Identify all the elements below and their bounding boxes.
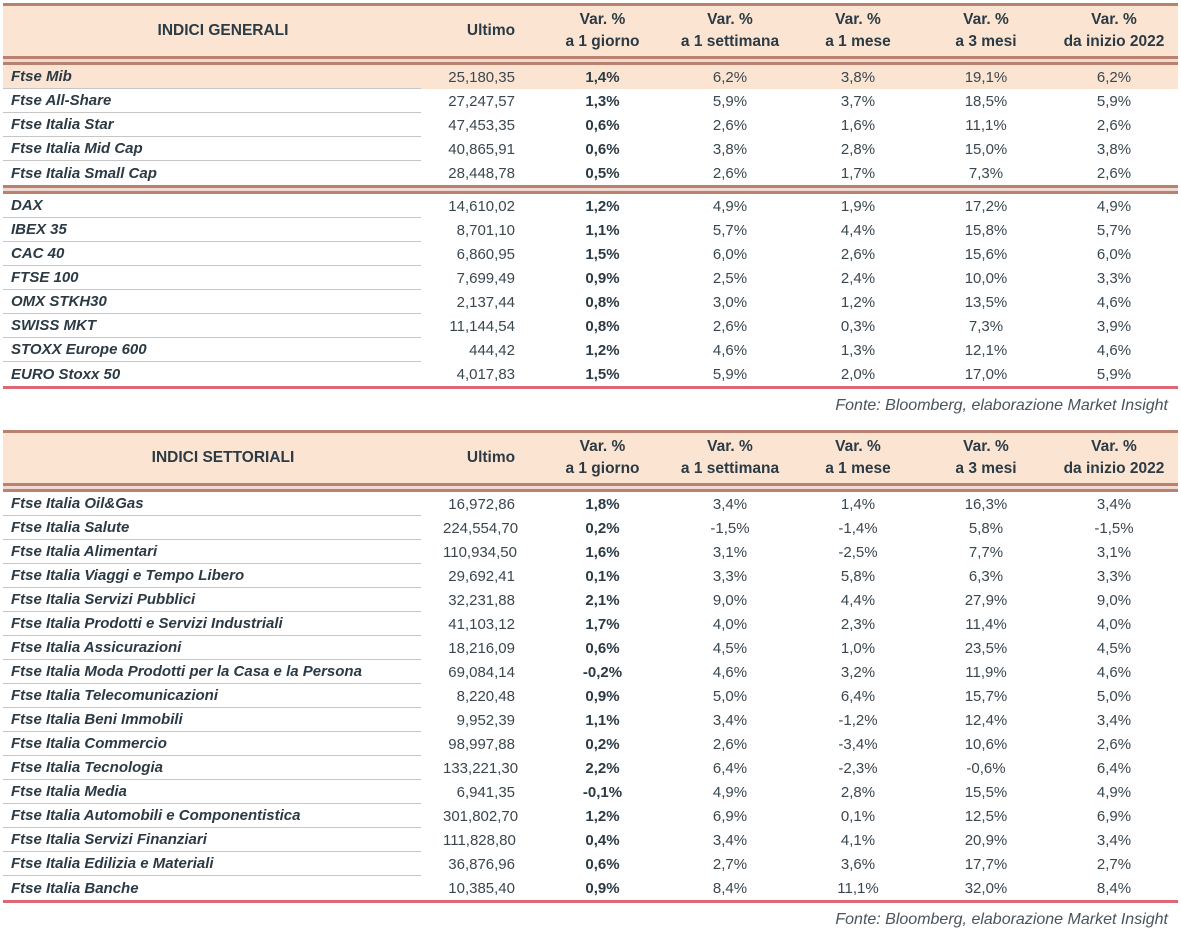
var-1-giorno-cell: 2,1%: [585, 591, 620, 609]
column-header-line2: da inizio 2022: [1063, 33, 1165, 50]
var-inizio-2022-cell: 4,0%: [1096, 615, 1132, 633]
var-1-giorno-cell: 0,6%: [585, 116, 620, 134]
var-1-mese-cell: 2,3%: [840, 615, 876, 633]
var-1-settimana-cell: 2,6%: [712, 116, 748, 134]
table-row: [3, 492, 1178, 516]
var-1-giorno-cell: 1,2%: [585, 807, 620, 825]
ultimo-cell: 301,802,70: [443, 807, 519, 825]
column-header-var-inizio-2022: [1050, 433, 1178, 483]
var-1-settimana-cell: 5,0%: [712, 687, 748, 705]
var-1-settimana-cell: 2,7%: [712, 855, 748, 873]
column-header-line1: Var. %: [707, 11, 753, 28]
var-1-giorno-cell: 0,6%: [585, 855, 620, 873]
index-name-cell: Ftse Italia Servizi Finanziari: [3, 828, 421, 852]
ultimo-cell: 18,216,09: [448, 639, 515, 657]
table-row: [3, 660, 1178, 684]
table-row: [3, 362, 1178, 386]
var-inizio-2022-cell: 5,9%: [1096, 365, 1132, 383]
table-row: [3, 588, 1178, 612]
var-1-giorno-cell: 2,2%: [585, 759, 620, 777]
column-header-line1: Var. %: [1091, 11, 1137, 28]
table-row: [3, 636, 1178, 660]
ultimo-cell: 6,860,95: [456, 245, 515, 263]
ultimo-cell: 40,865,91: [448, 140, 515, 158]
column-header-line2: a 1 mese: [825, 460, 891, 477]
var-3-mesi-cell: 15,8%: [964, 221, 1008, 239]
var-1-giorno-cell: 0,9%: [585, 269, 620, 287]
var-inizio-2022-cell: 6,0%: [1096, 245, 1132, 263]
table-row: [3, 290, 1178, 314]
var-1-settimana-cell: 3,4%: [712, 495, 748, 513]
table-row: [3, 684, 1178, 708]
index-name-cell: Ftse All-Share: [3, 89, 421, 113]
index-name-cell: Ftse Italia Mid Cap: [3, 137, 421, 161]
index-name-cell: Ftse Italia Media: [3, 780, 421, 804]
var-3-mesi-cell: 15,6%: [964, 245, 1008, 263]
index-name-cell: Ftse Italia Automobili e Componentistica: [3, 804, 421, 828]
var-inizio-2022-cell: 4,5%: [1096, 639, 1132, 657]
var-3-mesi-cell: 19,1%: [964, 68, 1008, 86]
ultimo-cell: 2,137,44: [456, 293, 515, 311]
table-row: [3, 161, 1178, 185]
var-1-mese-cell: 3,7%: [840, 92, 876, 110]
var-3-mesi-cell: 5,8%: [968, 519, 1004, 537]
index-name-cell: STOXX Europe 600: [3, 338, 421, 362]
table-row: [3, 194, 1178, 218]
var-3-mesi-cell: 15,5%: [964, 783, 1008, 801]
ultimo-cell: 6,941,35: [456, 783, 515, 801]
var-inizio-2022-cell: 4,6%: [1096, 341, 1132, 359]
index-name-cell: Ftse Italia Salute: [3, 516, 421, 540]
table-row: [3, 852, 1178, 876]
var-1-giorno-cell: 0,6%: [585, 140, 620, 158]
var-3-mesi-cell: 17,2%: [964, 197, 1008, 215]
var-1-mese-cell: 1,9%: [840, 197, 876, 215]
var-1-mese-cell: 11,1%: [837, 879, 879, 897]
ultimo-cell: 14,610,02: [448, 197, 515, 215]
table-row: [3, 89, 1178, 113]
index-name-cell: Ftse Italia Commercio: [3, 732, 421, 756]
var-1-mese-cell: -2,3%: [838, 759, 878, 777]
var-3-mesi-cell: 17,7%: [964, 855, 1008, 873]
var-1-giorno-cell: 0,2%: [585, 519, 620, 537]
ultimo-cell: 224,554,70: [443, 519, 519, 537]
var-inizio-2022-cell: 3,4%: [1096, 831, 1132, 849]
table-row: [3, 113, 1178, 137]
var-inizio-2022-cell: 3,3%: [1096, 269, 1132, 287]
var-1-mese-cell: 2,4%: [840, 269, 876, 287]
var-3-mesi-cell: 23,5%: [964, 639, 1008, 657]
column-header-line2: a 1 mese: [825, 33, 891, 50]
var-inizio-2022-cell: 5,0%: [1096, 687, 1132, 705]
table-row: [3, 876, 1178, 900]
column-header-line1: Var. %: [963, 438, 1009, 455]
var-1-giorno-cell: 0,5%: [585, 164, 620, 182]
index-name-cell: OMX STKH30: [3, 290, 421, 314]
ultimo-cell: 28,448,78: [448, 164, 515, 182]
column-header-var-1-giorno: [539, 433, 666, 483]
var-3-mesi-cell: 12,4%: [964, 711, 1008, 729]
table-row: [3, 732, 1178, 756]
var-1-settimana-cell: 4,6%: [712, 341, 748, 359]
ultimo-cell: 41,103,12: [448, 615, 515, 633]
var-1-mese-cell: -2,5%: [838, 543, 878, 561]
var-3-mesi-cell: 13,5%: [964, 293, 1008, 311]
var-1-mese-cell: 6,4%: [840, 687, 876, 705]
var-1-settimana-cell: 2,6%: [712, 735, 748, 753]
index-name-cell: FTSE 100: [3, 266, 421, 290]
table-title: INDICI SETTORIALI: [151, 449, 295, 466]
column-header-var-inizio-2022: [1050, 6, 1178, 56]
var-1-settimana-cell: 5,9%: [712, 365, 748, 383]
column-header-line1: Var. %: [835, 438, 881, 455]
ultimo-cell: 25,180,35: [448, 68, 515, 86]
var-inizio-2022-cell: 4,9%: [1096, 783, 1132, 801]
ultimo-cell: 110,934,50: [443, 543, 517, 561]
var-3-mesi-cell: 32,0%: [964, 879, 1008, 897]
var-1-giorno-cell: 0,4%: [585, 831, 620, 849]
var-3-mesi-cell: 20,9%: [964, 831, 1008, 849]
var-1-settimana-cell: 5,9%: [712, 92, 748, 110]
var-1-settimana-cell: 4,6%: [712, 663, 748, 681]
index-name-cell: Ftse Italia Star: [3, 113, 421, 137]
index-name-cell: Ftse Italia Edilizia e Materiali: [3, 852, 421, 876]
ultimo-cell: 47,453,35: [448, 116, 515, 134]
index-name-cell: Ftse Italia Beni Immobili: [3, 708, 421, 732]
index-name-cell: Ftse Italia Alimentari: [3, 540, 421, 564]
table-row: [3, 612, 1178, 636]
column-header-line2: a 3 mesi: [955, 33, 1017, 50]
column-header-ultimo: Ultimo: [466, 449, 516, 466]
var-3-mesi-cell: 10,6%: [964, 735, 1008, 753]
var-1-giorno-cell: 1,8%: [585, 495, 620, 513]
column-header-var-3-mesi: [922, 6, 1050, 56]
var-inizio-2022-cell: 6,2%: [1096, 68, 1132, 86]
var-inizio-2022-cell: 3,9%: [1096, 317, 1132, 335]
column-header-line1: Var. %: [707, 438, 753, 455]
index-name-cell: SWISS MKT: [3, 314, 421, 338]
var-3-mesi-cell: 10,0%: [964, 269, 1008, 287]
var-3-mesi-cell: 7,7%: [968, 543, 1004, 561]
ultimo-cell: 9,952,39: [456, 711, 515, 729]
ultimo-cell: 32,231,88: [448, 591, 515, 609]
var-1-settimana-cell: 9,0%: [712, 591, 748, 609]
var-1-giorno-cell: -0,1%: [582, 783, 623, 801]
index-name-cell: IBEX 35: [3, 218, 421, 242]
ultimo-cell: 16,972,86: [448, 495, 515, 513]
var-inizio-2022-cell: 4,9%: [1096, 197, 1132, 215]
column-header-var-1-mese: [794, 6, 922, 56]
source-note: Fonte: Bloomberg, elaborazione Market Insight: [835, 911, 1168, 928]
var-3-mesi-cell: 7,3%: [968, 164, 1004, 182]
var-inizio-2022-cell: 8,4%: [1096, 879, 1132, 897]
var-1-giorno-cell: 0,8%: [585, 293, 620, 311]
indici-generali-header: [3, 6, 1178, 56]
var-inizio-2022-cell: 3,4%: [1096, 711, 1132, 729]
var-1-mese-cell: -3,4%: [838, 735, 878, 753]
var-1-settimana-cell: 6,4%: [712, 759, 748, 777]
var-inizio-2022-cell: -1,5%: [1094, 519, 1134, 537]
table-row: [3, 756, 1178, 780]
header-divider-rule: [3, 483, 1178, 492]
var-1-mese-cell: 2,8%: [840, 783, 876, 801]
var-1-settimana-cell: 3,0%: [712, 293, 748, 311]
var-1-mese-cell: 1,4%: [840, 495, 876, 513]
table-row: [3, 804, 1178, 828]
var-3-mesi-cell: 18,5%: [964, 92, 1008, 110]
var-1-giorno-cell: 1,7%: [585, 615, 620, 633]
var-inizio-2022-cell: 2,7%: [1096, 855, 1132, 873]
var-1-mese-cell: 4,1%: [840, 831, 876, 849]
var-1-mese-cell: 1,2%: [840, 293, 876, 311]
var-3-mesi-cell: 7,3%: [968, 317, 1004, 335]
var-1-mese-cell: 1,7%: [840, 164, 876, 182]
var-1-settimana-cell: 6,2%: [712, 68, 748, 86]
var-inizio-2022-cell: 2,6%: [1096, 164, 1132, 182]
column-header-line1: Var. %: [579, 11, 626, 28]
index-name-cell: Ftse Italia Viaggi e Tempo Libero: [3, 564, 421, 588]
column-header-line1: Var. %: [835, 11, 881, 28]
indici-settoriali-header: [3, 433, 1178, 483]
column-header-line2: a 1 giorno: [565, 33, 640, 50]
table-row: [3, 314, 1178, 338]
var-1-mese-cell: 1,3%: [840, 341, 876, 359]
var-3-mesi-cell: 11,9%: [965, 663, 1007, 681]
column-header-line2: a 3 mesi: [955, 460, 1017, 477]
var-1-mese-cell: -1,2%: [838, 711, 878, 729]
index-name-cell: Ftse Italia Small Cap: [11, 164, 157, 182]
var-1-giorno-cell: 1,2%: [585, 197, 620, 215]
var-1-giorno-cell: 0,6%: [585, 639, 620, 657]
ultimo-cell: 69,084,14: [448, 663, 515, 681]
var-1-mese-cell: 3,6%: [840, 855, 876, 873]
ultimo-cell: 98,997,88: [448, 735, 515, 753]
var-1-mese-cell: 3,2%: [840, 663, 876, 681]
table-row: [3, 780, 1178, 804]
table-row: [3, 516, 1178, 540]
index-name-cell: Ftse Italia Moda Prodotti per la Casa e la Persona: [3, 660, 421, 684]
var-1-settimana-cell: 2,6%: [712, 164, 748, 182]
var-1-settimana-cell: 4,5%: [712, 639, 748, 657]
column-header-line2: a 1 giorno: [565, 460, 640, 477]
var-1-settimana-cell: 3,3%: [712, 567, 748, 585]
var-1-mese-cell: 2,8%: [840, 140, 876, 158]
var-3-mesi-cell: 12,1%: [964, 341, 1008, 359]
var-inizio-2022-cell: 9,0%: [1096, 591, 1132, 609]
var-inizio-2022-cell: 6,4%: [1096, 759, 1132, 777]
table-row: [3, 218, 1178, 242]
ultimo-cell: 133,221,30: [443, 759, 519, 777]
var-1-giorno-cell: 0,2%: [585, 735, 620, 753]
index-name-cell: Ftse Italia Tecnologia: [3, 756, 421, 780]
table-row: [3, 564, 1178, 588]
indici-settoriali-body: [3, 492, 1178, 900]
table-row: [3, 540, 1178, 564]
ultimo-cell: 10,385,40: [448, 879, 515, 897]
var-1-mese-cell: -1,4%: [838, 519, 878, 537]
var-1-settimana-cell: 5,7%: [712, 221, 748, 239]
ultimo-cell: 11,144,54: [449, 317, 515, 335]
table-title: INDICI GENERALI: [157, 22, 289, 39]
var-1-settimana-cell: 2,5%: [712, 269, 748, 287]
ultimo-cell: 29,692,41: [448, 567, 515, 585]
var-3-mesi-cell: 27,9%: [964, 591, 1008, 609]
var-1-settimana-cell: 4,9%: [712, 783, 748, 801]
var-1-settimana-cell: 4,9%: [712, 197, 748, 215]
column-header-var-1-settimana: [666, 6, 794, 56]
var-1-settimana-cell: 3,1%: [712, 543, 748, 561]
ultimo-cell: 111,828,80: [443, 831, 516, 849]
var-inizio-2022-cell: 3,8%: [1096, 140, 1132, 158]
var-1-giorno-cell: 1,1%: [585, 711, 620, 729]
table-row: [3, 338, 1178, 362]
column-header-var-1-giorno: [539, 6, 666, 56]
column-header-line2: a 1 settimana: [680, 33, 780, 50]
column-header-var-1-settimana: [666, 433, 794, 483]
var-3-mesi-cell: 17,0%: [964, 365, 1008, 383]
table-row: [3, 828, 1178, 852]
table-bottom-rule: [3, 900, 1178, 903]
var-inizio-2022-cell: 3,4%: [1096, 495, 1132, 513]
var-1-giorno-cell: -0,2%: [582, 663, 623, 681]
var-1-settimana-cell: 3,8%: [712, 140, 748, 158]
var-1-settimana-cell: 3,4%: [712, 711, 748, 729]
ultimo-cell: 444,42: [469, 341, 515, 359]
index-name-cell: Ftse Italia Prodotti e Servizi Industriali: [3, 612, 421, 636]
var-1-mese-cell: 3,8%: [840, 68, 876, 86]
var-1-giorno-cell: 1,1%: [585, 221, 620, 239]
var-1-mese-cell: 1,6%: [840, 116, 876, 134]
var-1-mese-cell: 4,4%: [840, 591, 876, 609]
var-inizio-2022-cell: 3,1%: [1096, 543, 1132, 561]
var-1-giorno-cell: 0,9%: [585, 879, 620, 897]
var-inizio-2022-cell: 5,7%: [1096, 221, 1132, 239]
section-divider-rule: [3, 185, 1178, 194]
var-1-settimana-cell: 2,6%: [712, 317, 748, 335]
ultimo-cell: 36,876,96: [448, 855, 515, 873]
header-divider-rule: [3, 56, 1178, 65]
indici-generali-body: [3, 65, 1178, 386]
var-1-settimana-cell: -1,5%: [710, 519, 750, 537]
var-1-settimana-cell: 3,4%: [712, 831, 748, 849]
var-1-giorno-cell: 1,3%: [585, 92, 620, 110]
var-1-mese-cell: 0,3%: [840, 317, 876, 335]
var-inizio-2022-cell: 2,6%: [1096, 116, 1132, 134]
ultimo-cell: 8,220,48: [456, 687, 515, 705]
var-inizio-2022-cell: 2,6%: [1096, 735, 1132, 753]
ultimo-cell: 8,701,10: [456, 221, 515, 239]
column-header-line1: Var. %: [1091, 438, 1137, 455]
index-name-cell: Ftse Italia Banche: [11, 879, 139, 897]
var-inizio-2022-cell: 3,3%: [1096, 567, 1132, 585]
var-3-mesi-cell: 15,0%: [964, 140, 1008, 158]
var-1-mese-cell: 5,8%: [840, 567, 876, 585]
table-row: [3, 65, 1178, 89]
var-inizio-2022-cell: 4,6%: [1096, 663, 1132, 681]
var-3-mesi-cell: 11,1%: [965, 116, 1007, 134]
var-1-giorno-cell: 0,9%: [585, 687, 620, 705]
index-name-cell: DAX: [3, 194, 421, 218]
var-1-mese-cell: 2,0%: [840, 365, 876, 383]
var-1-giorno-cell: 1,5%: [585, 245, 620, 263]
var-3-mesi-cell: 16,3%: [964, 495, 1008, 513]
var-1-giorno-cell: 1,2%: [585, 341, 620, 359]
var-3-mesi-cell: 11,4%: [965, 615, 1007, 633]
table-row: [3, 137, 1178, 161]
column-header-line2: da inizio 2022: [1063, 460, 1165, 477]
var-inizio-2022-cell: 6,9%: [1096, 807, 1132, 825]
var-1-giorno-cell: 0,8%: [585, 317, 620, 335]
source-note: Fonte: Bloomberg, elaborazione Market Insight: [835, 397, 1168, 414]
var-3-mesi-cell: 6,3%: [968, 567, 1004, 585]
table-row: [3, 242, 1178, 266]
ultimo-cell: 4,017,83: [456, 365, 515, 383]
var-1-giorno-cell: 1,6%: [585, 543, 620, 561]
index-name-cell: EURO Stoxx 50: [11, 365, 121, 383]
column-header-line2: a 1 settimana: [680, 460, 780, 477]
column-header-line1: Var. %: [579, 438, 626, 455]
var-1-mese-cell: 0,1%: [840, 807, 876, 825]
var-1-settimana-cell: 8,4%: [712, 879, 748, 897]
indici-settoriali-table: [3, 430, 1178, 903]
table-row: [3, 708, 1178, 732]
index-name-cell: Ftse Italia Assicurazioni: [3, 636, 421, 660]
index-name-cell: Ftse Italia Telecomunicazioni: [3, 684, 421, 708]
var-1-settimana-cell: 6,0%: [712, 245, 748, 263]
var-1-settimana-cell: 4,0%: [712, 615, 748, 633]
index-name-cell: Ftse Mib: [3, 65, 421, 89]
index-name-cell: CAC 40: [3, 242, 421, 266]
indici-generali-table: [3, 3, 1178, 389]
column-header-ultimo: Ultimo: [466, 22, 516, 39]
ultimo-cell: 27,247,57: [448, 92, 515, 110]
var-3-mesi-cell: 15,7%: [964, 687, 1008, 705]
column-header-var-1-mese: [794, 433, 922, 483]
var-1-settimana-cell: 6,9%: [712, 807, 748, 825]
table-bottom-rule: [3, 386, 1178, 389]
var-1-mese-cell: 2,6%: [840, 245, 876, 263]
var-1-mese-cell: 4,4%: [840, 221, 876, 239]
table-row: [3, 266, 1178, 290]
column-header-line1: Var. %: [963, 11, 1009, 28]
var-3-mesi-cell: 12,5%: [964, 807, 1008, 825]
var-inizio-2022-cell: 5,9%: [1096, 92, 1132, 110]
column-header-var-3-mesi: [922, 433, 1050, 483]
var-1-giorno-cell: 1,4%: [585, 68, 620, 86]
ultimo-cell: 7,699,49: [456, 269, 515, 287]
var-1-mese-cell: 1,0%: [840, 639, 876, 657]
var-inizio-2022-cell: 4,6%: [1096, 293, 1132, 311]
var-1-giorno-cell: 1,5%: [585, 365, 620, 383]
var-3-mesi-cell: -0,6%: [966, 759, 1006, 777]
index-name-cell: Ftse Italia Oil&Gas: [3, 492, 421, 516]
index-name-cell: Ftse Italia Servizi Pubblici: [3, 588, 421, 612]
var-1-giorno-cell: 0,1%: [585, 567, 620, 585]
